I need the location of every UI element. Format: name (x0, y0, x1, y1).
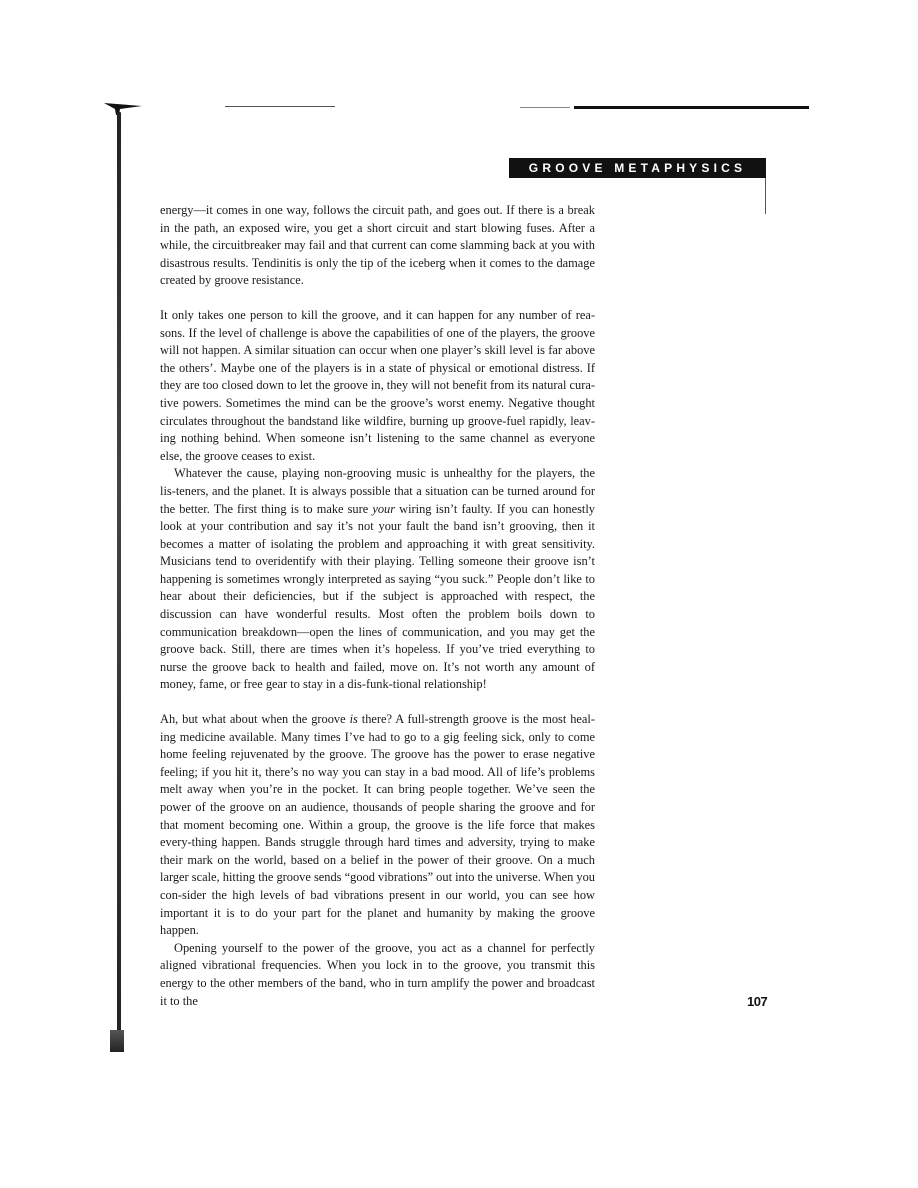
paragraph-text: there? A full-strength groove is the most heal-ing medicine available. Many times I’ve had to go to a gig feeling sick, only to come home feeling rejuvenated by the groove. The groove has the power to erase negative feeling; if you hit it, there’s no way you can stay in a bad mood. All of life’s problems melt away when you’re in the pocket. It can bring people together. We’ve seen the power of the groove on an audience, thousands of people sharing the groove and for that moment becoming one. Within a group, the groove is the life force that makes every-thing happen. Bands struggle through hard times and adversity, trying to make their mark on the world, based on a belief in the power of their groove. On a much larger scale, hitting the groove sends “good vibrations” out into the universe. When you con-sider the high levels of bad vibrations present in our world, you can see how important it is to do your part for the planet and humanity by making the groove happen. (160, 712, 595, 938)
page-binding-edge (117, 112, 121, 1047)
corner-mark-top-left (104, 102, 142, 114)
top-rule-right (574, 106, 809, 109)
running-header: GROOVE METAPHYSICS (509, 158, 766, 178)
paragraph-text: Opening yourself to the power of the groove, you act as a channel for perfectly aligned vibrational frequencies. When you lock in to the groove, you transmit this energy to the other members of the band, who in turn amplify the power and broadcast it to the (160, 940, 595, 1008)
top-rule-middle (520, 107, 570, 108)
paragraph-4 (160, 711, 595, 940)
binding-edge-foot (110, 1030, 124, 1052)
paragraph-1 (160, 202, 595, 290)
paragraph-text: It only takes one person to kill the groove, and it can happen for any number of rea-sons. If the level of challenge is above the capabilities of one of the players, the groove will not happen. A similar situation can occur when one player’s skill level is far above the others’. Maybe one of the players is in a state of physical or emotional distress. If they are too closed down to let the groove in, they will not benefit from its natural cura-tive powers. Sometimes the mind can be the groove’s worst enemy. Negative thought circulates throughout the bandstand like wildfire, burning up groove-fuel rapidly, leav-ing nothing behind. When someone isn’t listening to the same channel as everyone else, the groove ceases to exist. (160, 307, 595, 463)
paragraph-2 (160, 307, 595, 465)
page-number: 107 (747, 994, 768, 1009)
paragraph-text: Whatever the cause, playing non-grooving music is unhealthy for the players, the lis-teners, and the planet. It is always possible that a situation can be turned around for the better. The first thing is to make sure (160, 466, 595, 516)
paragraph-text: wiring isn’t faulty. If you can honestly look at your contribution and say it’s not your fault the band isn’t grooving, then it becomes a matter of isolating the problem and approaching it with great sensitivity. Musicians tend to overidentify with their playing. Telling someone their groove isn’t happening is sometimes wrongly interpreted as saying “you suck.” People don’t like to hear about their deficiencies, but if the subject is approached with respect, the discussion can have wonderful results. Most often the problem boils down to communication breakdown—open the lines of communication, and you may get the groove back. Still, there are times when it’s hopeless. If you’ve tried everything to nurse the groove back to health and failed, move on. It’s not worth any amount of money, fame, or free gear to stay in a dis-funk-tional relationship! (160, 501, 595, 692)
paragraph-text: energy—it comes in one way, follows the circuit path, and goes out. If there is a break in the path, an exposed wire, you get a short circuit and start blowing fuses. After a while, the circuitbreaker may fail and that current can come slamming back at you with disastrous results. Tendinitis is only the tip of the iceberg when it comes to the damage created by groove resistance. (160, 203, 595, 288)
paragraph-text: Ah, but what about when the groove (160, 712, 350, 727)
top-rule-left (225, 106, 335, 107)
emphasis-your: your (372, 501, 396, 516)
paragraph-5 (160, 940, 595, 1010)
paragraph-3 (160, 465, 595, 694)
emphasis-is: is (349, 712, 358, 727)
body-text (160, 202, 595, 1010)
margin-rule-right (765, 178, 766, 214)
